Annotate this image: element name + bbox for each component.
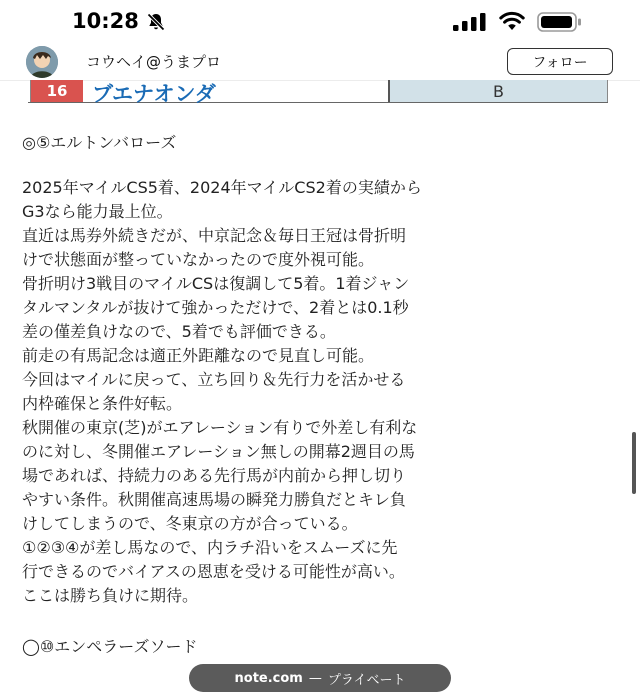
text-line: 今回はマイルに戻って、立ち回り＆先行力を活かせる <box>22 370 406 389</box>
status-time: 10:28 <box>72 9 139 33</box>
section-heading: ◯⑩エンペラーズソード <box>22 637 198 656</box>
horse-name: ブエナオンダ <box>92 82 216 106</box>
text-line: タルマンタルが抜けて強かっただけで、2着とは0.1秒 <box>22 298 409 317</box>
author-name[interactable]: コウヘイ@うまプロ <box>86 53 222 71</box>
text-line: 骨折明け3戦目のマイルCSは復調して5着。1着ジャン <box>22 274 410 293</box>
text-line: 2025年マイルCS5着、2024年マイルCS2着の実績から <box>22 178 422 197</box>
text-line: G3なら能力最上位。 <box>22 202 173 221</box>
text-line: 前走の有馬記念は適正外距離なので見直し可能。 <box>22 346 375 365</box>
avatar[interactable] <box>26 46 58 78</box>
privacy-status: プライベート <box>327 672 406 688</box>
status-bar <box>0 0 640 44</box>
text-line: 内枠確保と条件好転。 <box>22 394 183 413</box>
analysis-text <box>22 176 622 608</box>
cellular-signal-icon <box>453 13 487 31</box>
follow-button[interactable]: フォロー <box>507 48 613 75</box>
privacy-indicator-pill[interactable] <box>189 664 451 692</box>
wifi-icon <box>499 11 525 31</box>
horse-grade: B <box>390 80 608 102</box>
text-line: ①②③④が差し馬なので、内ラチ沿いをスムーズに先 <box>22 538 398 557</box>
text-line: けしてしまうので、冬東京の方が合っている。 <box>22 514 358 533</box>
text-line: けで状態面が整っていなかったので度外視可能。 <box>22 250 375 269</box>
text-line: 差の僅差負けなので、5着でも評価できる。 <box>22 322 336 341</box>
horse-table-row <box>28 80 608 106</box>
text-line: 場であれば、持続力のある先行馬が内前から押し切り <box>22 466 407 485</box>
text-line: ここは勝ち負けに期待。 <box>22 586 199 605</box>
text-line: のに対し、冬開催エアレーション無しの開幕2週目の馬 <box>22 442 415 461</box>
scrollbar-thumb[interactable] <box>632 432 636 494</box>
section-heading: ◎⑤エルトンバローズ <box>22 133 177 152</box>
site-brand: note.com <box>234 670 303 686</box>
horse-number: 16 <box>30 80 83 102</box>
text-line: 行できるのでバイアスの恩恵を受ける可能性が高い。 <box>22 562 405 581</box>
bell-slash-icon <box>146 12 166 32</box>
battery-icon <box>537 12 583 32</box>
text-line: 秋開催の東京(芝)がエアレーション有りで外差し有利な <box>22 418 418 437</box>
separator: — <box>308 670 322 686</box>
avatar-illustration-icon <box>26 46 58 78</box>
author-bar <box>0 44 640 81</box>
text-line: やすい条件。秋開催高速馬場の瞬発力勝負だとキレ負 <box>22 490 406 509</box>
text-line: 直近は馬券外続きだが、中京記念＆毎日王冠は骨折明 <box>22 226 407 245</box>
